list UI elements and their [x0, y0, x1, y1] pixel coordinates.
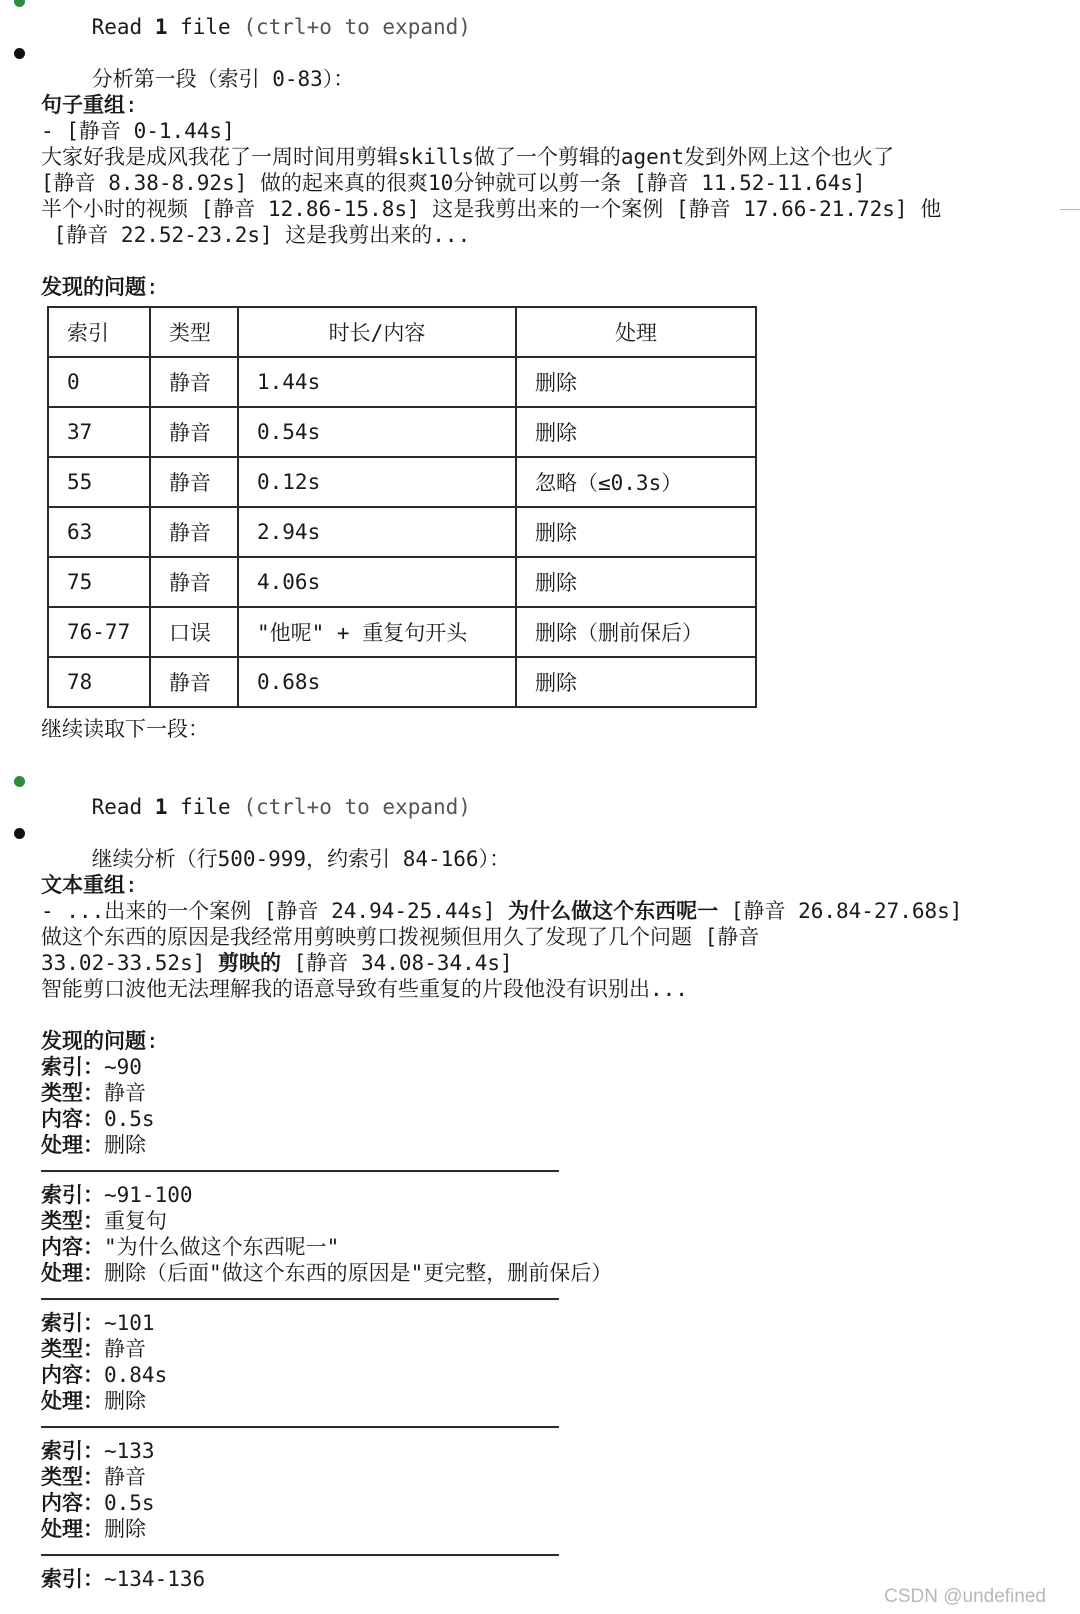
- reassembly-label: 句子重组: [41, 93, 125, 117]
- issue-action-row: [0, 1132, 1080, 1158]
- table-row: [48, 457, 756, 507]
- issue-index-row: [0, 1310, 1080, 1336]
- section2-text-line: 智能剪口波他无法理解我的语意导致有些重复的片段他没有识别出...: [41, 977, 688, 1001]
- table-row: [48, 407, 756, 457]
- table-cell: 静音: [150, 557, 238, 607]
- table-cell: 删除: [516, 507, 756, 557]
- issue-type-row: [0, 1336, 1080, 1362]
- table-row: [48, 557, 756, 607]
- issue-action: 删除: [104, 1389, 146, 1413]
- table-cell: 删除: [516, 657, 756, 707]
- divider: [41, 1298, 559, 1300]
- table-header: 索引: [48, 307, 150, 357]
- bold-text-span: 剪映的: [218, 951, 282, 975]
- table-cell: 静音: [150, 657, 238, 707]
- issue-action-row: [0, 1388, 1080, 1414]
- section2-reassembly-label: 文本重组:: [41, 873, 138, 897]
- table-cell: 口误: [150, 607, 238, 657]
- issues-label: 发现的问题: [41, 1029, 146, 1053]
- issue-type-row: [0, 1080, 1080, 1106]
- issue-content-row: [0, 1490, 1080, 1516]
- section1-issues-label: 发现的问题:: [41, 275, 159, 299]
- issue-type-row: [0, 1208, 1080, 1234]
- section1-heading-text: 分析第一段（索引 0-83）：: [91, 67, 355, 91]
- key-label: 索引：: [41, 1055, 104, 1079]
- section1-text-span: 半个小时的视频 [静音 12.86-15.8s] 这是我剪出来的一个案例 [静音 17.66-21.72s] 他: [41, 197, 942, 221]
- text-span: - ...出来的一个案例 [静音 24.94-25.44s]: [41, 899, 509, 923]
- section1-text-line: [静音 22.52-23.2s] 这是我剪出来的...: [41, 223, 471, 247]
- table-cell: 静音: [150, 507, 238, 557]
- text-span: [静音 26.84-27.68s]: [718, 899, 963, 923]
- issue-type: 静音: [104, 1081, 146, 1105]
- table-cell: 忽略（≤0.3s）: [516, 457, 756, 507]
- key-label: 索引：: [41, 1439, 104, 1463]
- section2-issues-label: 发现的问题:: [41, 1029, 159, 1053]
- tool-read-line[interactable]: [0, 0, 1080, 39]
- table-cell: 静音: [150, 457, 238, 507]
- black-bullet-icon: [14, 48, 25, 59]
- issue-content: 0.5s: [104, 1107, 155, 1131]
- tool-noun: file: [180, 795, 231, 819]
- table-cell: 63: [48, 507, 150, 557]
- key-label: 索引：: [41, 1183, 104, 1207]
- divider: [41, 1554, 559, 1556]
- text-span: [静音 34.08-34.4s]: [281, 951, 513, 975]
- expand-hint: (ctrl+o to expand): [243, 795, 471, 819]
- issue-index-row: [0, 1182, 1080, 1208]
- issue-type: 重复句: [104, 1209, 167, 1233]
- table-cell: 0: [48, 357, 150, 407]
- issue-content-row: [0, 1234, 1080, 1260]
- issue-index: ~91-100: [104, 1183, 193, 1207]
- table-cell: 删除: [516, 407, 756, 457]
- table-cell: 0.68s: [238, 657, 516, 707]
- key-label: 处理：: [41, 1389, 104, 1413]
- tool-read-line[interactable]: [0, 768, 1080, 819]
- table-cell: 75: [48, 557, 150, 607]
- table-row: [48, 607, 756, 657]
- issue-content: "为什么做这个东西呢一": [104, 1235, 340, 1259]
- key-label: 内容：: [41, 1363, 104, 1387]
- key-label: 处理：: [41, 1261, 104, 1285]
- table-row: [48, 507, 756, 557]
- issue-type: 静音: [104, 1337, 146, 1361]
- section1-heading: [0, 40, 1080, 91]
- table-cell: 静音: [150, 357, 238, 407]
- table-cell: 76-77: [48, 607, 150, 657]
- table-cell: 删除: [516, 357, 756, 407]
- key-label: 类型：: [41, 1337, 104, 1361]
- table-header: 类型: [150, 307, 238, 357]
- key-label: 内容：: [41, 1491, 104, 1515]
- table-cell: 1.44s: [238, 357, 516, 407]
- section1-text-line: 大家好我是成风我花了一周时间用剪辑skills做了一个剪辑的agent发到外网上这个也火了: [41, 145, 895, 169]
- key-label: 索引：: [41, 1311, 104, 1335]
- section2-heading: [0, 820, 1080, 871]
- section2-text-line: [0, 950, 1080, 976]
- table-header: 处理: [516, 307, 756, 357]
- tool-count: 1: [154, 15, 168, 39]
- issue-index-row: [0, 1054, 1080, 1080]
- issue-content-row: [0, 1362, 1080, 1388]
- truncation-rule: [1060, 209, 1080, 210]
- table-header: 时长/内容: [238, 307, 516, 357]
- table-cell: 4.06s: [238, 557, 516, 607]
- table-cell: 0.54s: [238, 407, 516, 457]
- green-bullet-icon: [14, 776, 25, 787]
- section1-text-line: [静音 8.38-8.92s] 做的起来真的很爽10分钟就可以剪一条 [静音 11.52-11.64s]: [41, 171, 866, 195]
- section2-text-line: [0, 898, 1080, 924]
- issue-action: 删除（后面"做这个东西的原因是"更完整，删前保后）: [104, 1261, 613, 1285]
- issue-type: 静音: [104, 1465, 146, 1489]
- table-header-row: [48, 307, 756, 357]
- section1-text-line: [0, 196, 1080, 222]
- tool-verb: Read: [91, 15, 143, 39]
- issue-index-row: [0, 1438, 1080, 1464]
- key-label: 类型：: [41, 1209, 104, 1233]
- key-label: 类型：: [41, 1081, 104, 1105]
- key-label: 类型：: [41, 1465, 104, 1489]
- table-cell: 删除: [516, 557, 756, 607]
- key-label: 索引：: [41, 1567, 104, 1591]
- tool-count: 1: [154, 795, 168, 819]
- section1-reassembly-label: 句子重组:: [41, 93, 138, 117]
- table-cell: 78: [48, 657, 150, 707]
- issue-item: [0, 1054, 1080, 1158]
- table-row: [48, 357, 756, 407]
- black-bullet-icon: [14, 828, 25, 839]
- section1-text-line: - [静音 0-1.44s]: [41, 119, 235, 143]
- table-cell: "他呢" + 重复句开头: [238, 607, 516, 657]
- green-bullet-icon: [14, 0, 25, 7]
- issues-label: 发现的问题: [41, 275, 146, 299]
- key-label: 内容：: [41, 1107, 104, 1131]
- key-label: 处理：: [41, 1133, 104, 1157]
- tool-verb: Read: [91, 795, 143, 819]
- section2-heading-text: 继续分析（行500-999，约索引 84-166）：: [91, 847, 511, 871]
- issues-table: [47, 306, 757, 708]
- bold-text-span: 为什么做这个东西呢一: [508, 899, 719, 923]
- table-cell: 删除（删前保后）: [516, 607, 756, 657]
- table-cell: 静音: [150, 407, 238, 457]
- issue-index: ~134-136: [104, 1567, 206, 1591]
- issue-action: 删除: [104, 1133, 146, 1157]
- section2-text-line: 做这个东西的原因是我经常用剪映剪口拨视频但用久了发现了几个问题 [静音: [41, 925, 760, 949]
- reassembly-label: 文本重组: [41, 873, 125, 897]
- key-label: 处理：: [41, 1517, 104, 1541]
- tool-noun: file: [180, 15, 231, 39]
- table-cell: 37: [48, 407, 150, 457]
- issue-type-row: [0, 1464, 1080, 1490]
- continue-reading-text: 继续读取下一段：: [41, 717, 209, 741]
- issue-index: ~90: [104, 1055, 142, 1079]
- issue-action-row: [0, 1516, 1080, 1542]
- key-label: 内容：: [41, 1235, 104, 1259]
- issue-content-row: [0, 1106, 1080, 1132]
- issue-action-row: [0, 1260, 1080, 1286]
- table-row: [48, 657, 756, 707]
- issue-item: [0, 1310, 1080, 1414]
- table-cell: 55: [48, 457, 150, 507]
- divider: [41, 1426, 559, 1428]
- issue-item: [0, 1438, 1080, 1542]
- issue-item: [0, 1182, 1080, 1286]
- divider: [41, 1170, 559, 1172]
- issue-content: 0.5s: [104, 1491, 155, 1515]
- issue-index: ~101: [104, 1311, 155, 1335]
- text-span: 33.02-33.52s]: [41, 951, 219, 975]
- issue-index: ~133: [104, 1439, 155, 1463]
- table-cell: 0.12s: [238, 457, 516, 507]
- table-cell: 2.94s: [238, 507, 516, 557]
- issue-action: 删除: [104, 1517, 146, 1541]
- issue-content: 0.84s: [104, 1363, 168, 1387]
- expand-hint: (ctrl+o to expand): [243, 15, 471, 39]
- watermark: CSDN @undefined: [884, 1586, 1046, 1607]
